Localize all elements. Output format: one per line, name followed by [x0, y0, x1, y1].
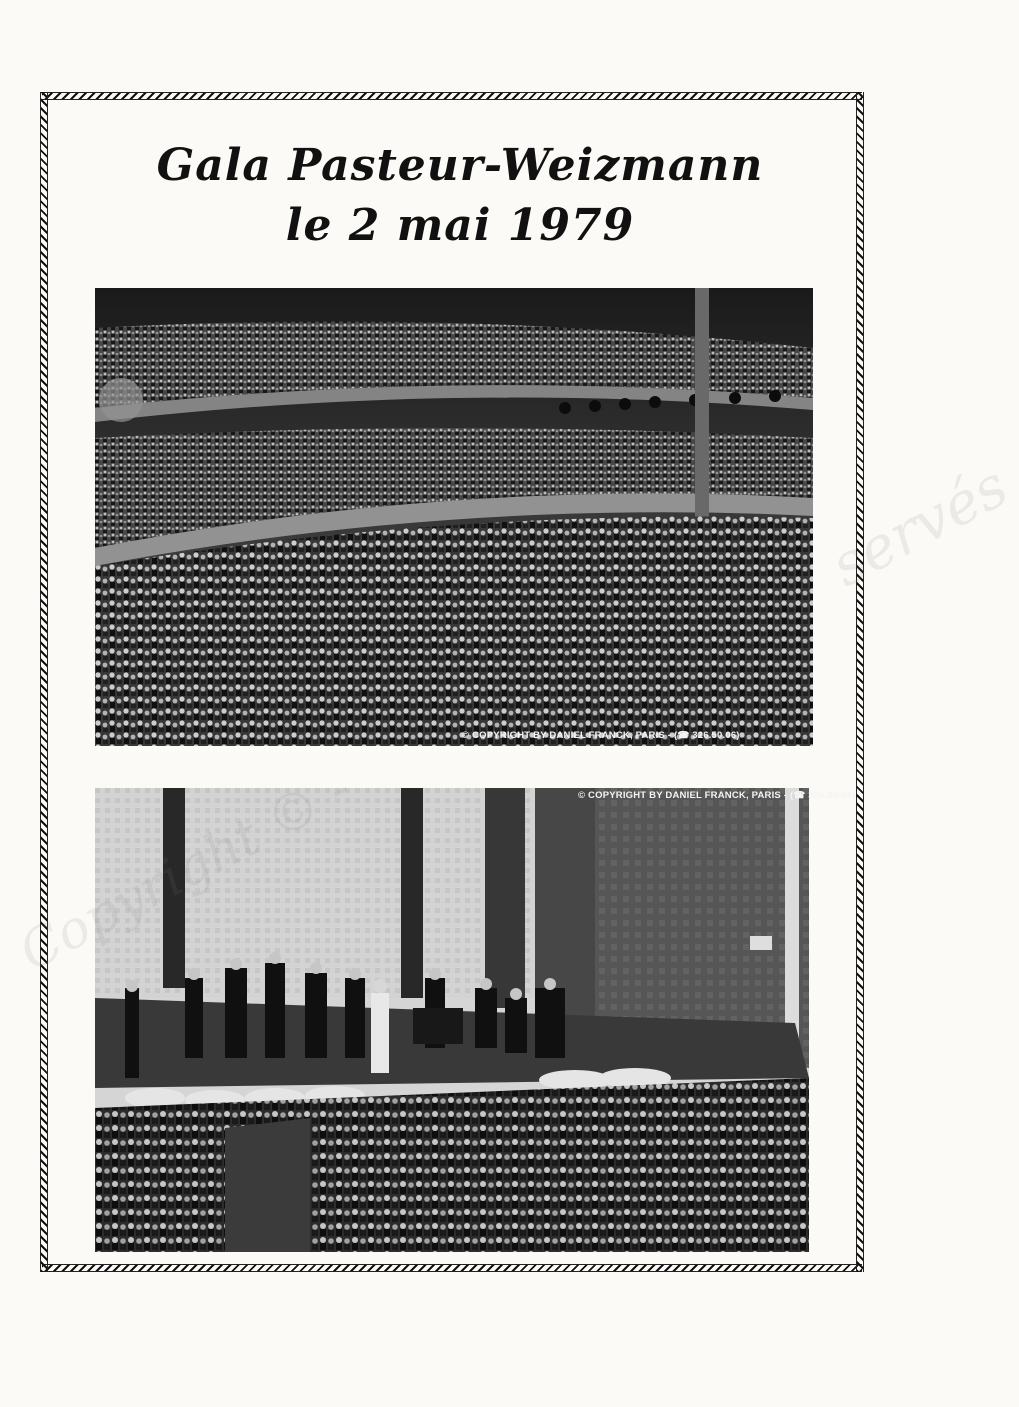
photo-credit: © COPYRIGHT BY DANIEL FRANCK, PARIS - (☎ 326.50.06) — [578, 790, 856, 801]
copyright-watermark: servés — [820, 451, 1019, 601]
decorative-frame-bottom — [42, 1264, 862, 1272]
decorative-frame-right — [856, 92, 864, 1272]
decorative-frame-left — [40, 92, 48, 1272]
page-date: le 2 mai 1979 — [285, 200, 635, 251]
auditorium-audience-photo — [95, 288, 813, 746]
orchestra-on-stage-photo — [95, 788, 809, 1252]
photo-credit: © COPYRIGHT BY DANIEL FRANCK, PARIS - (☎ 326.50.06) — [462, 730, 740, 741]
page-title: Gala Pasteur-Weizmann — [156, 140, 764, 191]
decorative-frame-top — [42, 92, 862, 100]
